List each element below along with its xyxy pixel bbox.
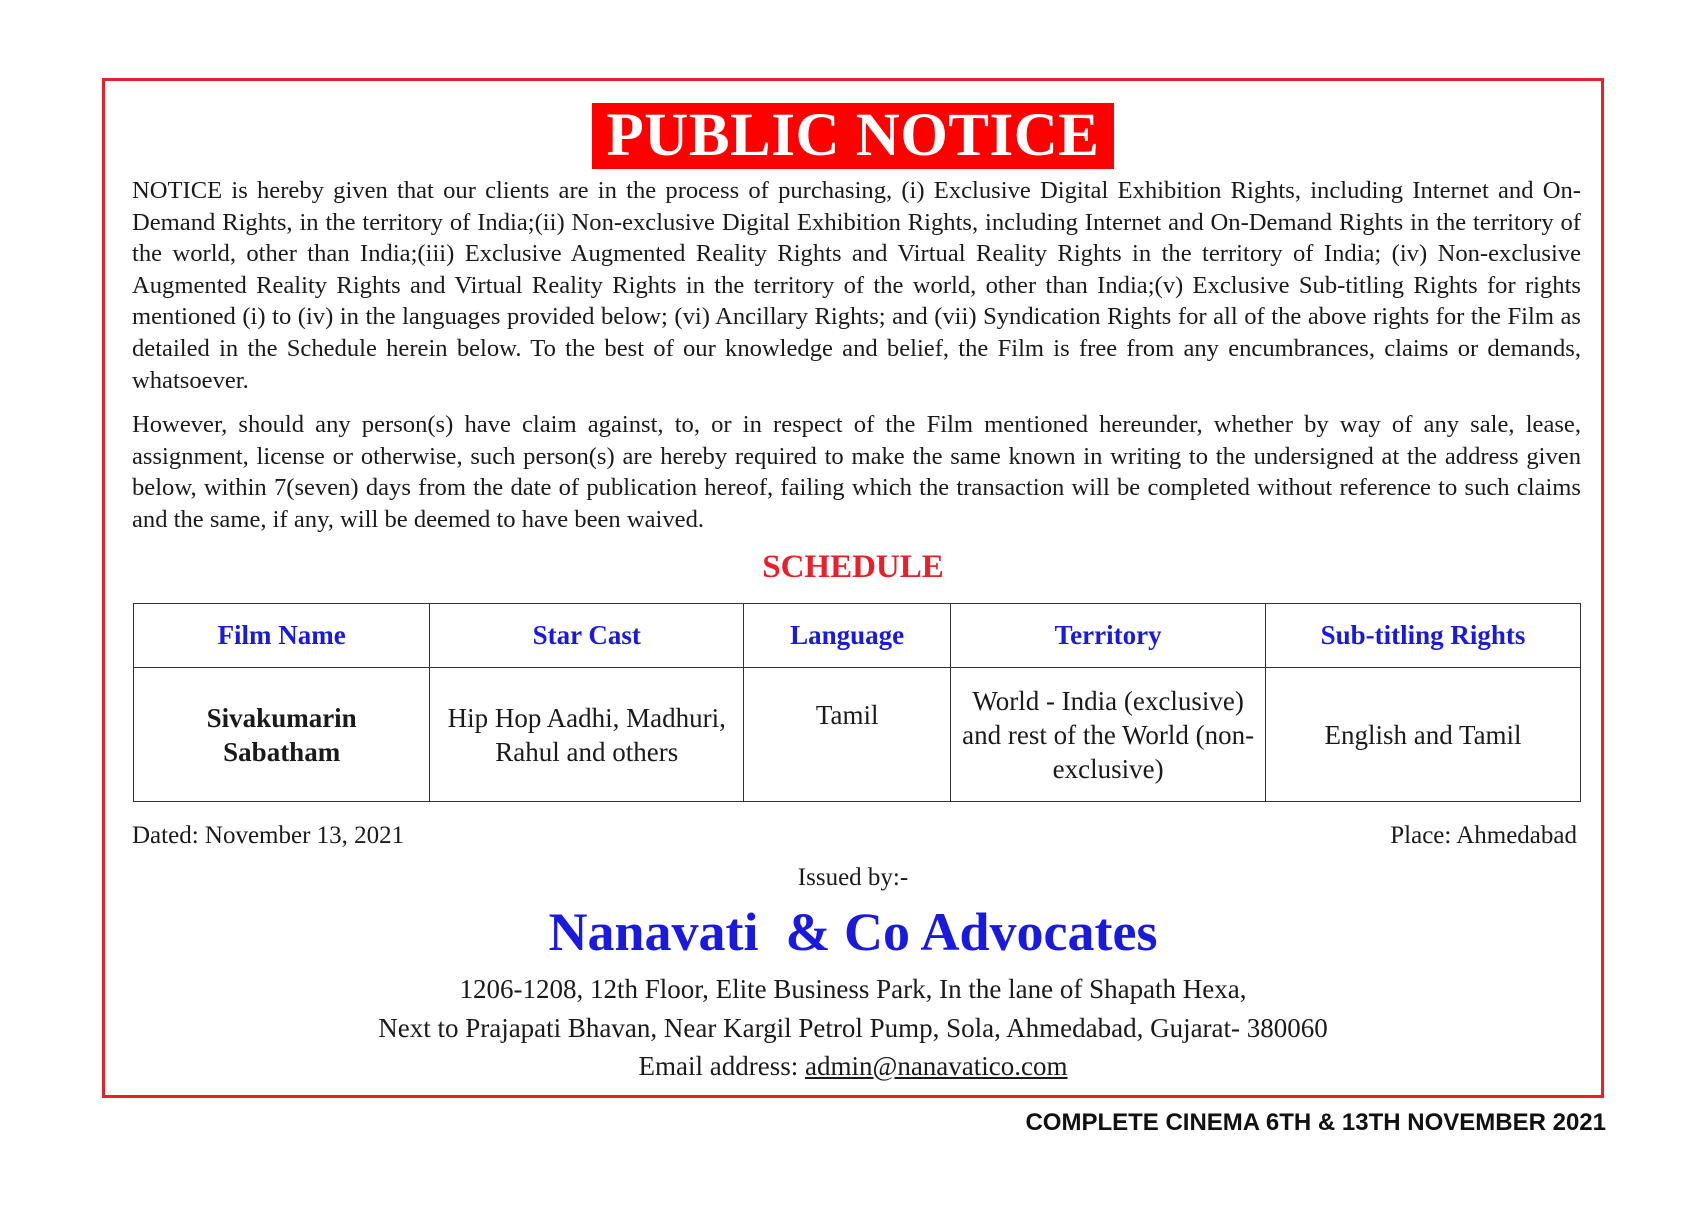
footer-publication-line: COMPLETE CINEMA 6TH & 13TH NOVEMBER 2021 [1025, 1109, 1606, 1136]
star-cast-line-1: Hip Hop Aadhi, Madhuri, [447, 702, 726, 733]
film-name-line-1: Sivakumarin [206, 702, 357, 733]
email-line [105, 1050, 1601, 1082]
territory-line-3: exclusive) [1052, 753, 1164, 784]
title-wrap [105, 103, 1601, 169]
notice-paragraph-2: However, should any person(s) have claim against, to, or in respect of the Film mentioned hereunder, whether by way of any sale, lease, assignment, license or otherwise, such person(s) are hereby required to make the same known in writing to the undersigned at the address given below, within 7(seven) days from the date of publication hereof, failing which the transaction will be completed without reference to such claims and the same, if any, will be deemed to have been waived. [132, 411, 1581, 533]
firm-name: Nanavati & Co Advocates [548, 902, 1158, 962]
dated-text: Dated: November 13, 2021 [132, 822, 405, 849]
film-name-line-2: Sabatham [223, 736, 341, 767]
public-notice-box [102, 78, 1604, 1098]
star-cast-line-2: Rahul and others [495, 736, 679, 767]
header-film-name: Film Name [134, 604, 430, 668]
place-text: Place: Ahmedabad [1390, 822, 1577, 849]
territory-line-1: World - India (exclusive) [972, 685, 1244, 716]
cell-language: Tamil [744, 668, 951, 802]
address-line-2: Next to Prajapati Bhavan, Near Kargil Petrol Pump, Sola, Ahmedabad, Gujarat- 380060 [378, 1013, 1328, 1043]
schedule-table [133, 603, 1581, 802]
header-subtitling-rights: Sub-titling Rights [1266, 604, 1581, 668]
cell-film-name [134, 668, 430, 802]
header-territory: Territory [951, 604, 1266, 668]
email-label: Email address: [638, 1051, 805, 1081]
cell-territory [951, 668, 1266, 802]
territory-line-2: and rest of the World (non- [962, 719, 1255, 750]
notice-paragraph-1: NOTICE is hereby given that our clients are in the process of purchasing, (i) Exclusive Digital Exhibition Rights, including Internet and On-Demand Rights, in the territory of India;(ii) Non-exclusive Digital Exhibition Rights, including Internet and On-Demand Rights in the territory of the world, other than India;(iii) Exclusive Augmented Reality Rights and Virtual Reality Rights in the territory of India; (iv) Non-exclusive Augmented Reality Rights and Virtual Reality Rights in the territory of the world, other than India;(v) Exclusive Sub-titling Rights for rights mentioned (i) to (iv) in the languages provided below; (vi) Ancillary Rights; and (vii) Syndication Rights for all of the above rights for the Film as detailed in the Schedule herein below. To the best of our knowledge and belief, the Film is free from any encumbrances, claims or demands, whatsoever. [132, 177, 1581, 394]
header-star-cast: Star Cast [430, 604, 744, 668]
header-language: Language [744, 604, 951, 668]
email-link[interactable]: admin@nanavatico.com [804, 1051, 1068, 1081]
notice-title: PUBLIC NOTICE [592, 103, 1115, 169]
address-line-1: 1206-1208, 12th Floor, Elite Business Park, In the lane of Shapath Hexa, [459, 974, 1247, 1004]
schedule-header-row [134, 604, 1581, 668]
cell-subtitling-rights: English and Tamil [1266, 668, 1581, 802]
issued-by-text: Issued by:- [797, 864, 909, 891]
cell-star-cast [430, 668, 744, 802]
schedule-title: SCHEDULE [762, 549, 944, 585]
table-row [134, 668, 1581, 802]
